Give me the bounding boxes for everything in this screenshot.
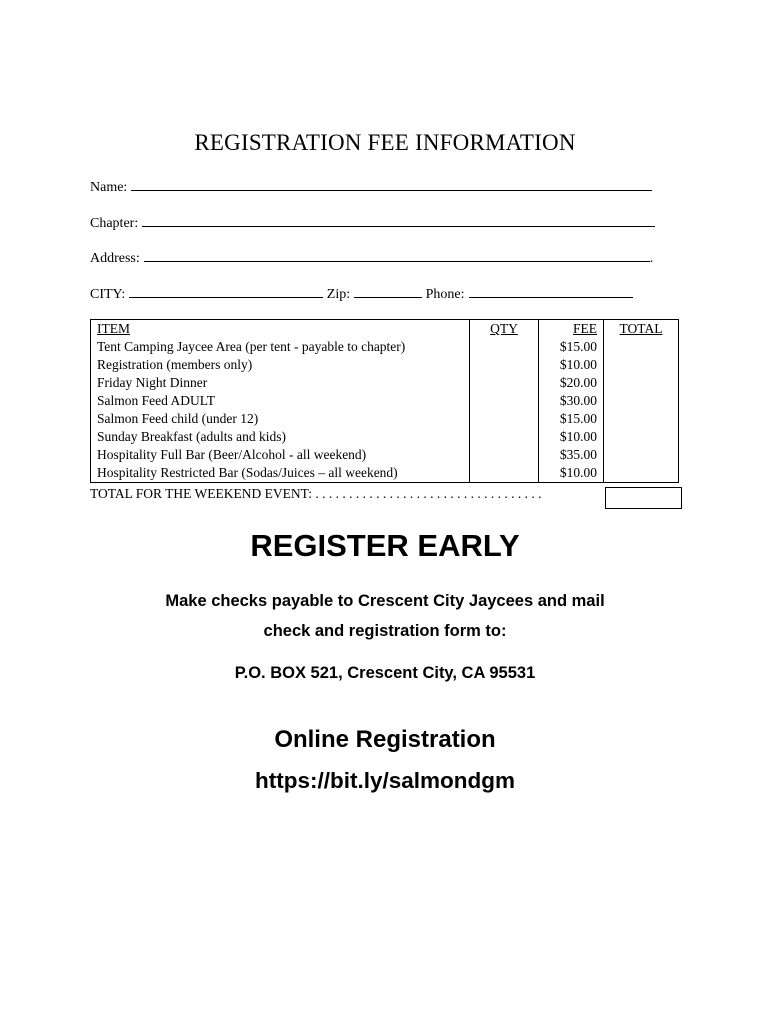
chapter-field[interactable] — [90, 214, 655, 232]
row-total-cell[interactable] — [604, 338, 679, 356]
phone-label: Phone: — [425, 287, 465, 302]
row-qty-cell[interactable] — [470, 428, 539, 446]
mailing-address: P.O. BOX 521, Crescent City, CA 95531 — [234, 664, 536, 682]
table-row — [91, 338, 679, 356]
row-qty-cell[interactable] — [470, 374, 539, 392]
row-item: Salmon Feed ADULT — [91, 392, 470, 410]
city-zip-phone-row — [90, 285, 633, 303]
checks-instruction-line2: check and registration form to: — [263, 622, 507, 640]
address-end: . — [649, 251, 654, 266]
zip-line[interactable] — [354, 285, 422, 298]
row-total-cell[interactable] — [604, 410, 679, 428]
row-item: Salmon Feed child (under 12) — [91, 410, 470, 428]
row-fee: $15.00 — [539, 338, 604, 356]
fee-table-header — [91, 320, 679, 339]
row-qty-cell[interactable] — [470, 338, 539, 356]
row-qty-cell[interactable] — [470, 464, 539, 483]
address-field[interactable] — [90, 249, 653, 267]
row-total-cell[interactable] — [604, 356, 679, 374]
city-label: CITY: — [90, 287, 126, 302]
row-total-cell[interactable] — [604, 446, 679, 464]
checks-instruction-line1: Make checks payable to Crescent City Jaycees and mail — [165, 592, 605, 610]
row-item: Hospitality Restricted Bar (Sodas/Juices – all weekend) — [91, 464, 470, 483]
table-row — [91, 392, 679, 410]
weekend-total-label: TOTAL FOR THE WEEKEND EVENT — [90, 486, 309, 501]
row-total-cell[interactable] — [604, 374, 679, 392]
weekend-total-box[interactable] — [605, 487, 682, 509]
header-total: TOTAL — [604, 320, 679, 339]
row-fee: $10.00 — [539, 428, 604, 446]
header-item: ITEM — [91, 320, 470, 339]
row-fee: $10.00 — [539, 356, 604, 374]
row-fee: $30.00 — [539, 392, 604, 410]
address-label: Address: — [90, 251, 140, 266]
row-total-cell[interactable] — [604, 464, 679, 483]
chapter-label: Chapter: — [90, 216, 139, 231]
header-qty: QTY — [470, 320, 539, 339]
table-row — [91, 374, 679, 392]
row-qty-cell[interactable] — [470, 410, 539, 428]
row-fee: $15.00 — [539, 410, 604, 428]
row-qty-cell[interactable] — [470, 446, 539, 464]
table-row — [91, 464, 679, 483]
name-field[interactable] — [90, 178, 652, 196]
row-total-cell[interactable] — [604, 392, 679, 410]
name-line[interactable] — [131, 178, 652, 191]
weekend-total-row — [90, 486, 542, 502]
fee-table — [90, 319, 679, 483]
table-row — [91, 428, 679, 446]
row-item: Hospitality Full Bar (Beer/Alcohol - all weekend) — [91, 446, 470, 464]
header-fee: FEE — [539, 320, 604, 339]
city-line[interactable] — [129, 285, 323, 298]
row-item: Tent Camping Jaycee Area (per tent - payable to chapter) — [91, 338, 470, 356]
row-qty-cell[interactable] — [470, 356, 539, 374]
table-row — [91, 410, 679, 428]
register-early-heading: REGISTER EARLY — [250, 528, 520, 563]
row-item: Sunday Breakfast (adults and kids) — [91, 428, 470, 446]
row-item: Friday Night Dinner — [91, 374, 470, 392]
name-label: Name: — [90, 180, 128, 195]
form-title: REGISTRATION FEE INFORMATION — [194, 130, 576, 155]
zip-label: Zip: — [326, 287, 351, 302]
row-qty-cell[interactable] — [470, 392, 539, 410]
row-fee: $10.00 — [539, 464, 604, 483]
online-registration-link[interactable]: https://bit.ly/salmondgm — [254, 768, 515, 793]
weekend-total-leader: : . . . . . . . . . . . . . . . . . . . . . . . . . . . . . . . . . . — [308, 486, 542, 501]
row-fee: $35.00 — [539, 446, 604, 464]
table-row — [91, 356, 679, 374]
row-item: Registration (members only) — [91, 356, 470, 374]
row-fee: $20.00 — [539, 374, 604, 392]
address-line[interactable] — [144, 249, 650, 262]
chapter-line[interactable] — [142, 214, 655, 227]
table-row — [91, 446, 679, 464]
row-total-cell[interactable] — [604, 428, 679, 446]
phone-line[interactable] — [469, 285, 633, 298]
online-registration-heading: Online Registration — [274, 726, 496, 753]
